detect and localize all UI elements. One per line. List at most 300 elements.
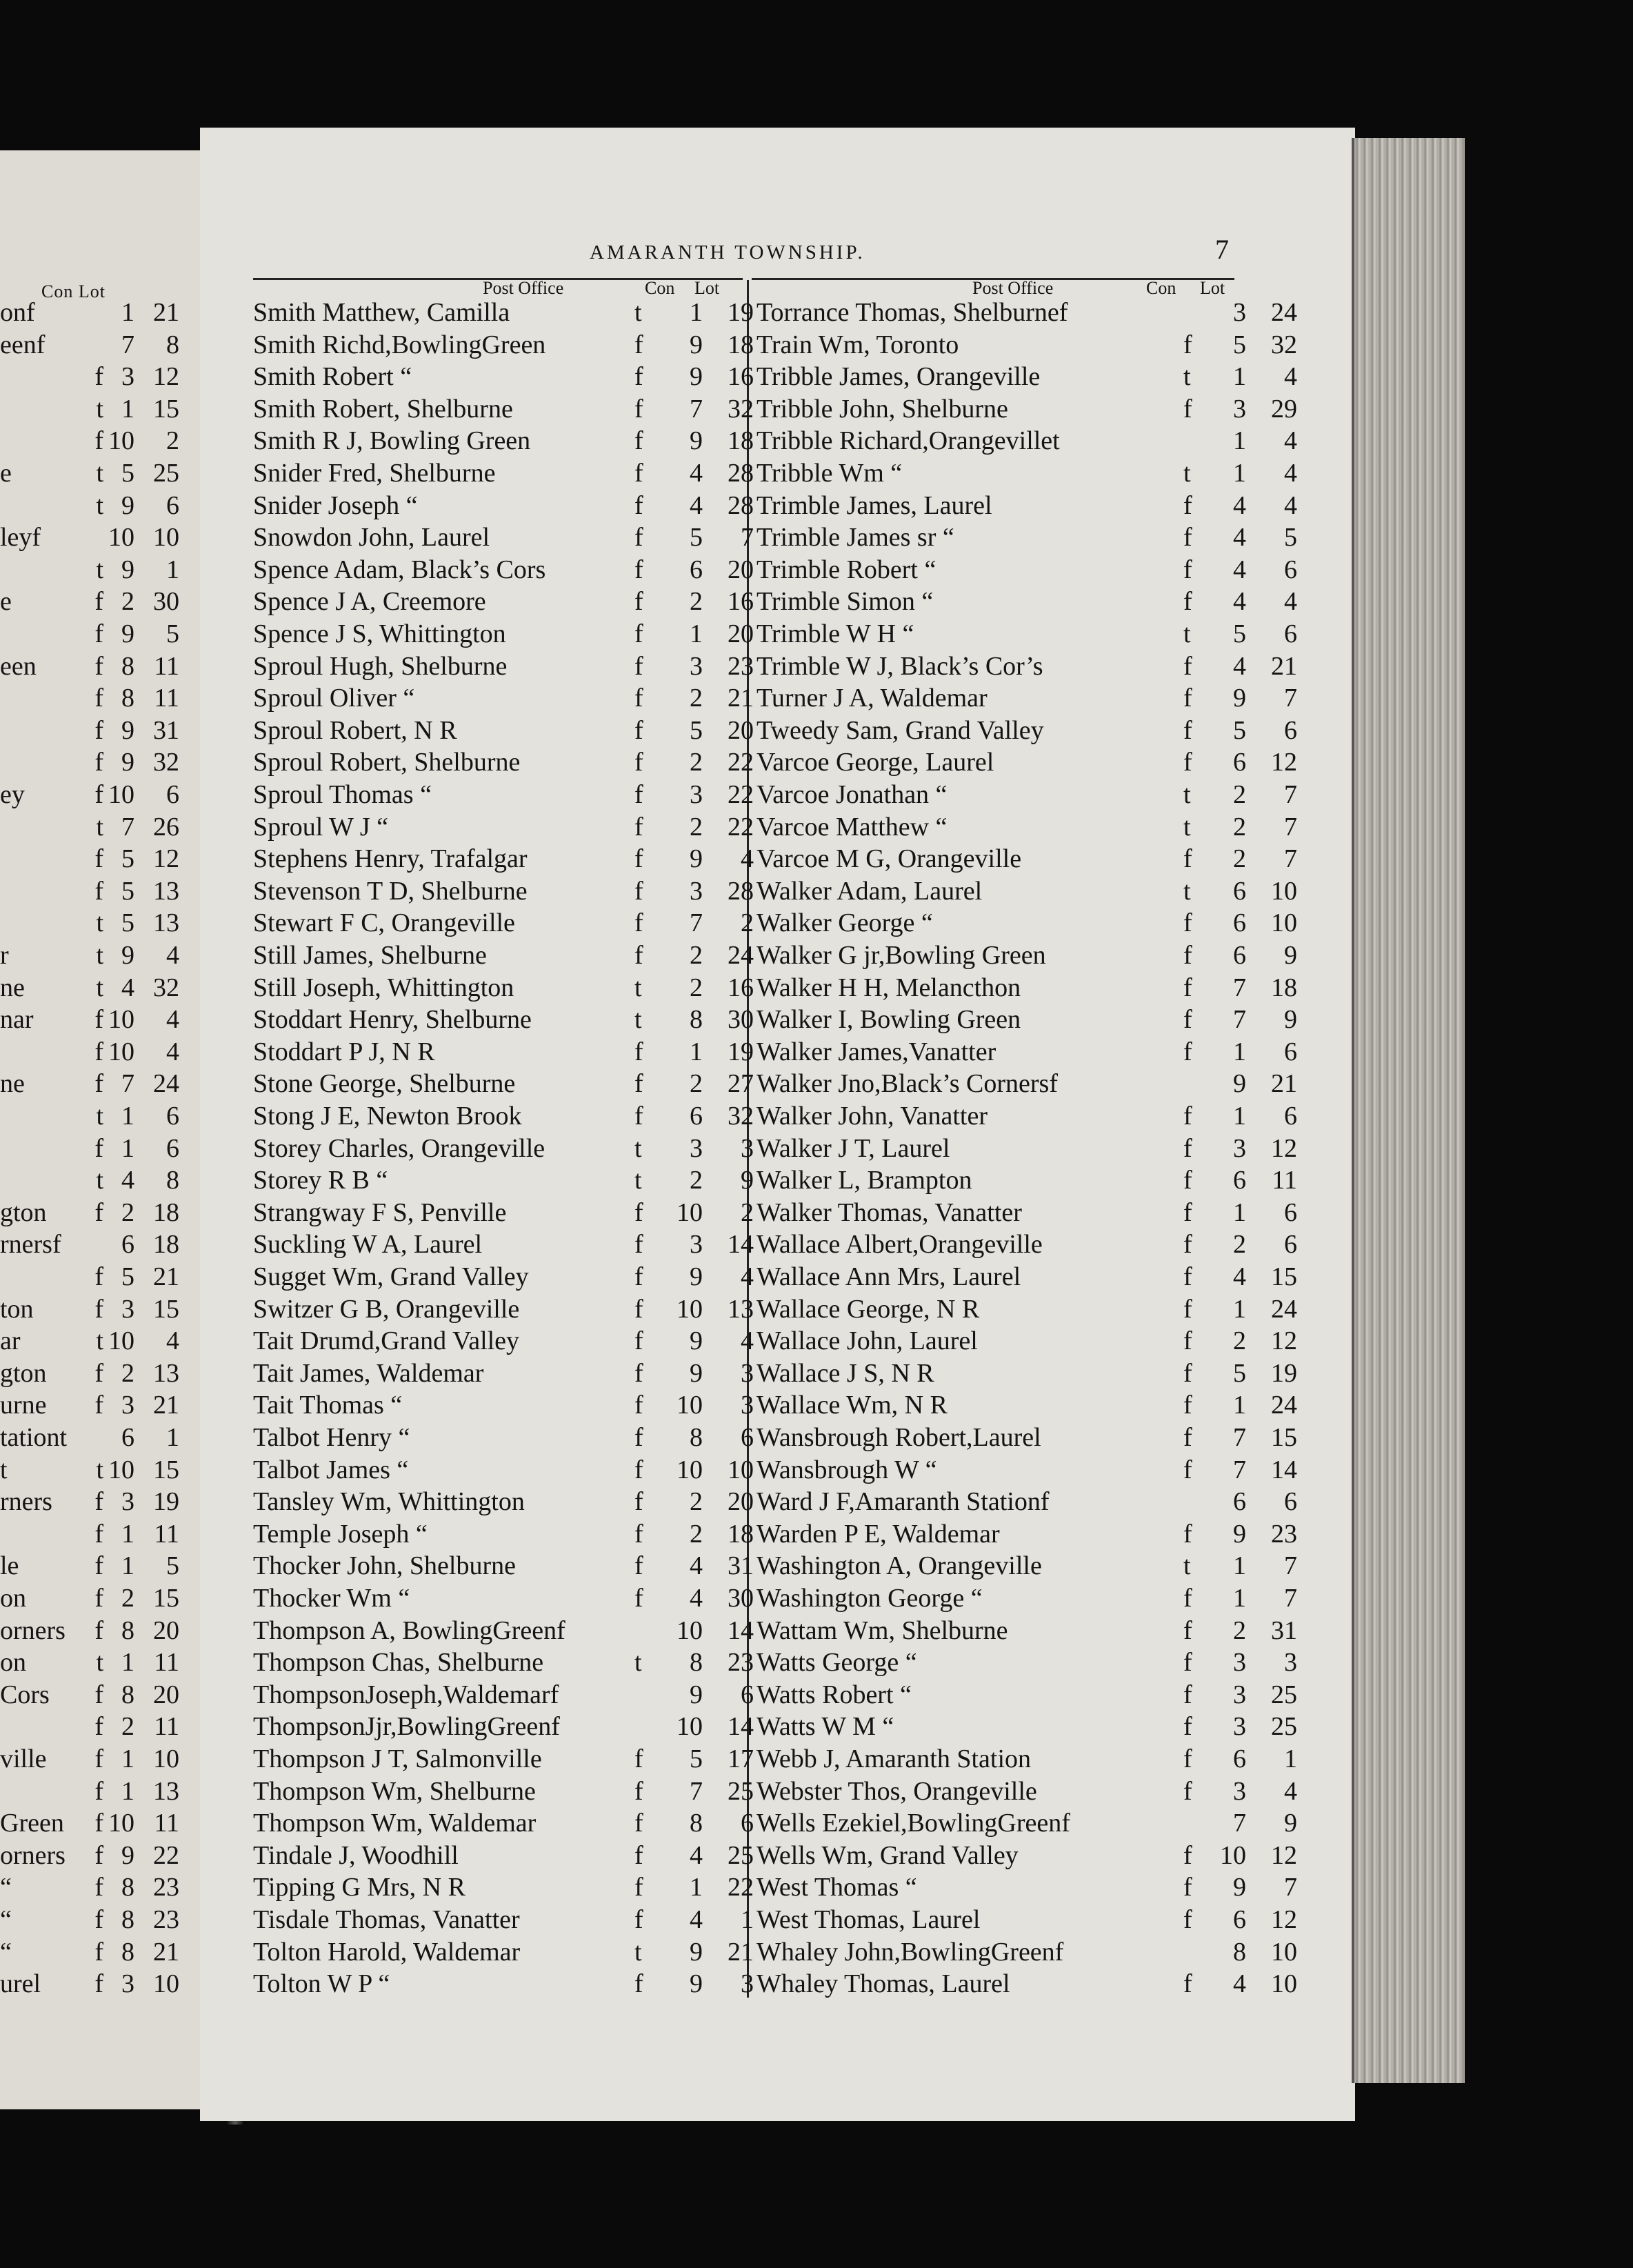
lot-number: 18 (1271, 973, 1297, 1002)
facing-page-entry (0, 715, 221, 746)
tenure-code: f (634, 908, 643, 938)
tenure-code: f (1183, 1905, 1192, 1934)
resident-name-post-office: Sproul Robert, N R (253, 715, 457, 745)
concession-number: 2 (121, 1712, 134, 1742)
tenure-code: t (634, 1133, 642, 1163)
concession-number: 9 (690, 1680, 703, 1709)
lot-number: 4 (741, 844, 754, 874)
directory-entry (757, 1871, 1356, 1903)
tenure-code: f (634, 1262, 643, 1291)
lot-number: 3 (1284, 1648, 1297, 1678)
tenure-code: f (94, 1680, 103, 1709)
concession-number: 1 (121, 1648, 134, 1678)
concession-number: 9 (690, 426, 703, 456)
tenure-code: f (94, 1712, 103, 1742)
resident-name-post-office: Tribble John, Shelburne (757, 394, 1008, 424)
resident-name-post-office: Wallace George, N R (757, 1294, 980, 1324)
tenure-code: t (1183, 362, 1191, 392)
concession-number: 5 (121, 908, 134, 938)
concession-number: 10 (1220, 1840, 1246, 1870)
tenure-code: t (1183, 780, 1191, 809)
facing-page-entry (0, 1293, 221, 1325)
tenure-code: f (94, 876, 103, 906)
concession-number: 7 (690, 394, 703, 424)
lot-number: 20 (728, 715, 754, 745)
lot-number: 21 (1271, 1069, 1297, 1099)
lot-number: 15 (1271, 1262, 1297, 1291)
tenure-code: f (634, 523, 643, 553)
tenure-code: f (94, 1744, 103, 1773)
facing-page-entry (0, 1968, 221, 2000)
resident-name-post-office: Tribble Wm “ (757, 459, 903, 488)
concession-number: 6 (1233, 941, 1246, 970)
tenure-code: f (634, 941, 643, 970)
lot-number: 7 (1284, 812, 1297, 842)
facing-page-entry (0, 1486, 221, 1518)
directory-entry (757, 297, 1356, 328)
truncated-text: r (0, 941, 9, 970)
truncated-text: on (0, 1648, 26, 1678)
concession-number: 4 (1233, 523, 1246, 553)
concession-number: 9 (121, 748, 134, 777)
tenure-code: f (94, 1133, 103, 1163)
tenure-code: f (1183, 1166, 1192, 1195)
tenure-code: f (94, 587, 103, 617)
concession-number: 6 (121, 1423, 134, 1452)
lot-number: 22 (728, 1873, 754, 1902)
tenure-code: t (96, 1455, 103, 1484)
resident-name-post-office: Warden P E, Waldemar (757, 1519, 1000, 1549)
resident-name-post-office: Wallace Albert,Orangeville (757, 1230, 1043, 1260)
concession-number: 9 (690, 330, 703, 359)
tenure-code: f (1183, 1519, 1192, 1549)
lot-number: 28 (728, 459, 754, 488)
lot-number: 10 (1271, 1969, 1297, 1999)
tenure-code: f (1183, 1584, 1192, 1613)
resident-name-post-office: Washington George “ (757, 1584, 983, 1613)
lot-number: 20 (153, 1680, 179, 1709)
lot-number: 27 (728, 1069, 754, 1099)
tenure-code: f (94, 1358, 103, 1388)
tenure-code: t (634, 1166, 642, 1195)
resident-name-post-office: Tolton Harold, Waldemar (253, 1937, 521, 1967)
facing-page-entry (0, 1679, 221, 1711)
left-lot-header: Lot (694, 278, 720, 298)
truncated-text: rnersf (0, 1230, 61, 1260)
lot-number: 18 (153, 1197, 179, 1227)
lot-number: 30 (728, 1005, 754, 1035)
lot-number: 10 (153, 1969, 179, 1999)
facing-page-entry (0, 1068, 221, 1100)
lot-number: 25 (728, 1840, 754, 1870)
concession-number: 9 (121, 1840, 134, 1870)
resident-name-post-office: Walker I, Bowling Green (757, 1005, 1021, 1035)
tenure-code: f (94, 1487, 103, 1517)
concession-number: 7 (121, 812, 134, 842)
lot-number: 8 (166, 1166, 179, 1195)
tenure-code: f (634, 555, 643, 584)
tenure-code: f (634, 1840, 643, 1870)
concession-number: 6 (1233, 748, 1246, 777)
concession-number: 5 (690, 715, 703, 745)
facing-page-entry (0, 1871, 221, 1903)
tenure-code: f (1183, 1969, 1192, 1999)
truncated-text: “ (0, 1873, 12, 1902)
tenure-code: f (1183, 1005, 1192, 1035)
facing-page-entry (0, 521, 221, 553)
directory-entry (757, 811, 1356, 843)
resident-name-post-office: Thocker John, Shelburne (253, 1551, 516, 1581)
lot-number: 16 (728, 973, 754, 1002)
concession-number: 9 (121, 490, 134, 520)
truncated-text: on (0, 1584, 26, 1613)
directory-entry (757, 618, 1356, 650)
lot-number: 11 (154, 1712, 179, 1742)
concession-number: 8 (690, 1423, 703, 1452)
concession-number: 3 (1233, 394, 1246, 424)
lot-number: 32 (728, 394, 754, 424)
lot-number: 5 (166, 619, 179, 648)
concession-number: 10 (108, 1809, 134, 1838)
concession-number: 4 (1233, 1262, 1246, 1291)
tenure-code: f (634, 1391, 643, 1420)
truncated-text: gton (0, 1197, 47, 1227)
directory-entry (757, 521, 1356, 553)
concession-number: 10 (108, 1005, 134, 1035)
lot-number: 6 (1284, 1230, 1297, 1260)
concession-number: 8 (121, 1615, 134, 1645)
facing-page-entry (0, 939, 221, 971)
concession-number: 1 (1233, 1584, 1246, 1613)
resident-name-post-office: Trimble James, Laurel (757, 490, 992, 520)
tenure-code: f (94, 1905, 103, 1934)
directory-entry (757, 1936, 1356, 1968)
facing-page-entry (0, 907, 221, 939)
concession-number: 5 (121, 876, 134, 906)
tenure-code: f (1183, 651, 1192, 681)
truncated-text: leyf (0, 523, 41, 553)
resident-name-post-office: Sproul Oliver “ (253, 684, 415, 713)
concession-number: 6 (1233, 1744, 1246, 1773)
lot-number: 32 (728, 1102, 754, 1131)
directory-entry (757, 939, 1356, 971)
resident-name-post-office: Torrance Thomas, Shelburnef (757, 298, 1068, 327)
lot-number: 4 (166, 941, 179, 970)
lot-number: 14 (1271, 1455, 1297, 1484)
concession-number: 7 (121, 1069, 134, 1099)
concession-number: 2 (121, 1584, 134, 1613)
facing-page-entry (0, 1261, 221, 1293)
truncated-text: ville (0, 1744, 47, 1773)
truncated-text: urel (0, 1969, 41, 1999)
lot-number: 6 (1284, 1197, 1297, 1227)
concession-number: 1 (1233, 1102, 1246, 1131)
lot-number: 13 (153, 876, 179, 906)
lot-number: 7 (741, 523, 754, 553)
resident-name-post-office: Trimble Simon “ (757, 587, 934, 617)
concession-number: 1 (121, 394, 134, 424)
tenure-code: f (634, 684, 643, 713)
concession-number: 5 (1233, 715, 1246, 745)
resident-name-post-office: Wallace John, Laurel (757, 1326, 978, 1356)
concession-number: 2 (690, 587, 703, 617)
tenure-code: f (1183, 973, 1192, 1002)
directory-entry (757, 1068, 1356, 1100)
lot-number: 6 (1284, 619, 1297, 648)
tenure-code: f (634, 812, 643, 842)
resident-name-post-office: Thompson A, BowlingGreenf (253, 1615, 565, 1645)
tenure-code: f (634, 1487, 643, 1517)
concession-number: 1 (121, 1776, 134, 1806)
concession-number: 2 (690, 941, 703, 970)
resident-name-post-office: Stephens Henry, Trafalgar (253, 844, 528, 874)
resident-name-post-office: Walker G jr,Bowling Green (757, 941, 1046, 970)
directory-entry (757, 1904, 1356, 1936)
lot-number: 16 (728, 362, 754, 392)
resident-name-post-office: ThompsonJoseph,Waldemarf (253, 1680, 559, 1709)
resident-name-post-office: Snider Fred, Shelburne (253, 459, 496, 488)
resident-name-post-office: Spence J A, Creemore (253, 587, 486, 617)
resident-name-post-office: Train Wm, Toronto (757, 330, 959, 359)
tenure-code: f (94, 1584, 103, 1613)
facing-lot-header: Lot (78, 281, 106, 301)
tenure-code: t (96, 812, 103, 842)
lot-number: 6 (1284, 715, 1297, 745)
lot-number: 11 (154, 684, 179, 713)
directory-entry (757, 1840, 1356, 1871)
concession-number: 9 (121, 941, 134, 970)
concession-number: 9 (690, 844, 703, 874)
concession-number: 3 (690, 1133, 703, 1163)
concession-number: 9 (690, 1326, 703, 1356)
concession-number: 10 (677, 1712, 703, 1742)
tenure-code: f (634, 1744, 643, 1773)
directory-entry (757, 779, 1356, 810)
facing-page-entry (0, 618, 221, 650)
resident-name-post-office: West Thomas “ (757, 1873, 917, 1902)
lot-number: 4 (166, 1037, 179, 1066)
directory-entry (757, 457, 1356, 489)
facing-page-entry (0, 329, 221, 361)
concession-number: 3 (1233, 298, 1246, 327)
facing-page-entry (0, 1936, 221, 1968)
truncated-text: ar (0, 1326, 21, 1356)
concession-number: 1 (1233, 426, 1246, 456)
lot-number: 19 (728, 1037, 754, 1066)
resident-name-post-office: Tait Drumd,Grand Valley (253, 1326, 520, 1356)
directory-entry (757, 1518, 1356, 1550)
directory-entry (757, 843, 1356, 875)
tenure-code: t (634, 1005, 642, 1035)
tenure-code: f (1183, 1648, 1192, 1678)
concession-number: 5 (121, 844, 134, 874)
resident-name-post-office: Whaley John,BowlingGreenf (757, 1937, 1064, 1967)
concession-number: 5 (1233, 330, 1246, 359)
tenure-code: t (634, 1937, 642, 1967)
facing-page-entry (0, 1807, 221, 1839)
lot-number: 29 (1271, 394, 1297, 424)
directory-entry (757, 1743, 1356, 1775)
lot-number: 2 (166, 426, 179, 456)
directory-entry (757, 425, 1356, 457)
left-con-header: Con (645, 278, 675, 298)
concession-number: 7 (690, 908, 703, 938)
tenure-code: t (1183, 459, 1191, 488)
tenure-code: f (1183, 684, 1192, 713)
directory-entry (757, 972, 1356, 1004)
concession-number: 7 (1233, 973, 1246, 1002)
lot-number: 23 (153, 1873, 179, 1902)
concession-number: 3 (690, 780, 703, 809)
concession-number: 9 (690, 1969, 703, 1999)
directory-entry (757, 1133, 1356, 1164)
lot-number: 1 (741, 1905, 754, 1934)
concession-number: 9 (690, 1262, 703, 1291)
concession-number: 2 (1233, 1615, 1246, 1645)
lot-number: 11 (154, 1648, 179, 1678)
resident-name-post-office: ThompsonJjr,BowlingGreenf (253, 1712, 560, 1742)
lot-number: 7 (1284, 1551, 1297, 1581)
tenure-code: f (1183, 1391, 1192, 1420)
directory-entry (757, 1197, 1356, 1228)
concession-number: 3 (1233, 1680, 1246, 1709)
lot-number: 31 (728, 1551, 754, 1581)
concession-number: 5 (690, 1744, 703, 1773)
concession-number: 5 (690, 523, 703, 553)
facing-page-fragment (0, 150, 234, 2109)
tenure-code: f (94, 715, 103, 745)
tenure-code: t (96, 1166, 103, 1195)
directory-entry (757, 1261, 1356, 1293)
lot-number: 15 (153, 394, 179, 424)
facing-page-entry (0, 1840, 221, 1871)
facing-page-entry (0, 972, 221, 1004)
resident-name-post-office: Tait James, Waldemar (253, 1358, 484, 1388)
concession-number: 6 (690, 555, 703, 584)
directory-entry (757, 329, 1356, 361)
tenure-code: t (1183, 812, 1191, 842)
resident-name-post-office: Spence J S, Whittington (253, 619, 506, 648)
concession-number: 1 (1233, 1551, 1246, 1581)
tenure-code: f (94, 1873, 103, 1902)
directory-entry (757, 1422, 1356, 1453)
lot-number: 1 (1284, 1744, 1297, 1773)
concession-number: 2 (690, 812, 703, 842)
lot-number: 3 (741, 1391, 754, 1420)
tenure-code: f (94, 619, 103, 648)
tenure-code: f (1183, 1230, 1192, 1260)
tenure-code: f (634, 1809, 643, 1838)
tenure-code: f (94, 1197, 103, 1227)
concession-number: 3 (121, 1487, 134, 1517)
lot-number: 5 (1284, 523, 1297, 553)
directory-entry (757, 907, 1356, 939)
lot-number: 32 (153, 973, 179, 1002)
lot-number: 28 (728, 490, 754, 520)
resident-name-post-office: Webster Thos, Orangeville (757, 1776, 1037, 1806)
truncated-text: gton (0, 1358, 47, 1388)
concession-number: 8 (121, 651, 134, 681)
directory-entry (757, 393, 1356, 425)
concession-number: 3 (690, 1230, 703, 1260)
tenure-code: f (634, 1776, 643, 1806)
resident-name-post-office: Turner J A, Waldemar (757, 684, 988, 713)
lot-number: 6 (166, 1102, 179, 1131)
concession-number: 10 (677, 1615, 703, 1645)
facing-page-entry (0, 586, 221, 617)
lot-number: 22 (728, 812, 754, 842)
resident-name-post-office: Suckling W A, Laurel (253, 1230, 483, 1260)
tenure-code: f (1183, 587, 1192, 617)
resident-name-post-office: Thocker Wm “ (253, 1584, 410, 1613)
lot-number: 5 (166, 1551, 179, 1581)
tenure-code: f (94, 1551, 103, 1581)
facing-page-entry (0, 1197, 221, 1228)
truncated-text: ne (0, 973, 25, 1002)
page-number: 7 (1215, 234, 1229, 265)
resident-name-post-office: Wansbrough W “ (757, 1455, 937, 1484)
directory-entry (757, 650, 1356, 682)
concession-number: 7 (1233, 1005, 1246, 1035)
lot-number: 20 (153, 1615, 179, 1645)
lot-number: 31 (1271, 1615, 1297, 1645)
directory-entry (757, 1454, 1356, 1486)
tenure-code: t (96, 1648, 103, 1678)
resident-name-post-office: Stevenson T D, Shelburne (253, 876, 528, 906)
tenure-code: f (94, 748, 103, 777)
directory-entry (757, 1679, 1356, 1711)
concession-number: 7 (1233, 1809, 1246, 1838)
concession-number: 4 (690, 1551, 703, 1581)
resident-name-post-office: Stong J E, Newton Brook (253, 1102, 522, 1131)
lot-number: 7 (1284, 1873, 1297, 1902)
concession-number: 3 (1233, 1776, 1246, 1806)
tenure-code: t (1183, 619, 1191, 648)
tenure-code: f (1183, 1680, 1192, 1709)
truncated-text: ton (0, 1294, 34, 1324)
directory-entry (757, 746, 1356, 778)
resident-name-post-office: Varcoe George, Laurel (757, 748, 994, 777)
directory-entry (757, 1968, 1356, 2000)
concession-number: 1 (121, 1551, 134, 1581)
concession-number: 10 (108, 1455, 134, 1484)
concession-number: 3 (1233, 1133, 1246, 1163)
lot-number: 13 (153, 1358, 179, 1388)
concession-number: 4 (1233, 1969, 1246, 1999)
lot-number: 4 (741, 1326, 754, 1356)
tenure-code: f (1183, 1358, 1192, 1388)
concession-number: 10 (677, 1391, 703, 1420)
tenure-code: f (94, 1776, 103, 1806)
lot-number: 17 (728, 1744, 754, 1773)
lot-number: 12 (1271, 1326, 1297, 1356)
concession-number: 4 (690, 490, 703, 520)
lot-number: 21 (728, 1937, 754, 1967)
facing-page-entry (0, 1004, 221, 1035)
lot-number: 15 (153, 1584, 179, 1613)
directory-entry (757, 1293, 1356, 1325)
lot-number: 25 (153, 459, 179, 488)
concession-number: 9 (121, 555, 134, 584)
resident-name-post-office: Still Joseph, Whittington (253, 973, 514, 1002)
tenure-code: f (634, 1294, 643, 1324)
resident-name-post-office: Stewart F C, Orangeville (253, 908, 515, 938)
concession-number: 7 (1233, 1455, 1246, 1484)
resident-name-post-office: Walker H H, Melancthon (757, 973, 1021, 1002)
concession-number: 3 (1233, 1712, 1246, 1742)
resident-name-post-office: Walker Thomas, Vanatter (757, 1197, 1022, 1227)
resident-name-post-office: Switzer G B, Orangeville (253, 1294, 520, 1324)
